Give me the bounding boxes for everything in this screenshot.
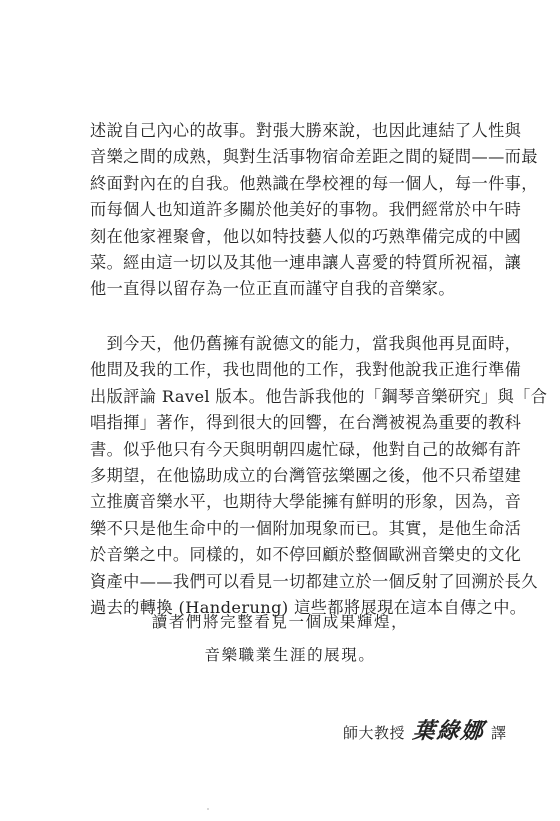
text-line: 過去的轉換 (Handerung) 這些都將展現在這本自傳之中。 [90, 598, 527, 618]
text-line: 唱指揮」著作，得到很大的回響，在台灣被視為重要的教科 [90, 413, 522, 433]
body-paragraph-1 [90, 118, 538, 303]
text-line: 書。似乎他只有今天與明朝四處忙碌，他對自己的故鄉有許 [90, 439, 522, 459]
page-mark [207, 808, 209, 810]
closing-line-1: 讀者們將完整看見一個成果輝煌， [151, 613, 409, 631]
closing-line-2: 音樂職業生涯的展現。 [204, 646, 376, 664]
text-line: 樂不只是他生命中的一個附加現象而已。其實，是他生命活 [90, 518, 522, 538]
text-line: 立推廣音樂水平，也期待大學能擁有鮮明的形象，因為，音 [90, 492, 522, 512]
translated-mark: 譯 [491, 724, 507, 742]
text-line: 菜。經由這一切以及其他一連串讓人喜愛的特質所祝福，讓 [90, 253, 522, 273]
text-line: 於音樂之中。同樣的，如不停回顧於整個歐洲音樂史的文化 [90, 545, 522, 565]
text-line: 終面對內在的自我。他熟識在學校裡的每一個人，每一件事， [90, 173, 538, 193]
translator-title: 師大教授 [343, 724, 406, 742]
body-paragraph-2 [90, 331, 548, 621]
text-line: 而每個人也知道許多關於他美好的事物。我們經常於中午時 [90, 200, 522, 220]
text-line: 他一直得以留存為一位正直而謹守自我的音樂家。 [90, 279, 455, 299]
text-line: 述說自己內心的故事。對張大勝來說，也因此連結了人性與 [90, 121, 522, 140]
text-line: 出版評論 Ravel 版本。他告訴我他的「鋼琴音樂研究」與「合 [90, 386, 548, 406]
translator-signature [343, 714, 506, 745]
text-line: 到今天，他仍舊擁有說德文的能力，當我與他再見面時， [90, 334, 522, 353]
text-line: 資產中——我們可以看見一切都建立於一個反射了回溯於長久 [90, 571, 538, 591]
text-line: 刻在他家裡聚會，他以如特技藝人似的巧熟準備完成的中國 [90, 226, 522, 246]
translator-name: 葉綠娜 [411, 718, 487, 744]
text-line: 音樂之間的成熟，與對生活事物宿命差距之間的疑問——而最 [90, 147, 538, 167]
text-line: 他問及我的工作，我也問他的工作，我對他說我正進行準備 [90, 360, 522, 380]
text-line: 多期望，在他協助成立的台灣管弦樂團之後，他不只希望建 [90, 466, 522, 486]
